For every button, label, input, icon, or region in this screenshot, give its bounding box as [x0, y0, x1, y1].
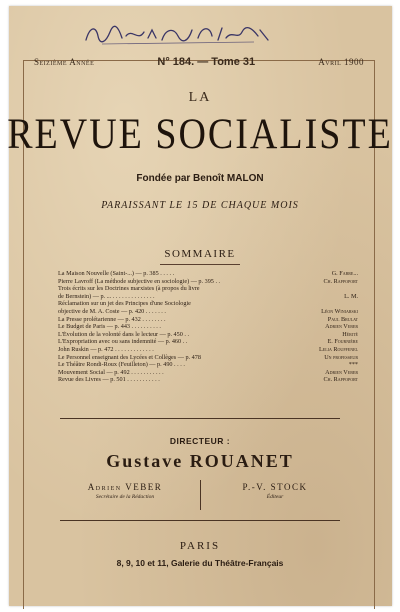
- contents-rule: [160, 264, 240, 265]
- editor-name: P.-V. STOCK: [242, 482, 308, 492]
- toc-row: [58, 316, 358, 324]
- toc-author: ***: [348, 361, 358, 369]
- issue-line: [34, 56, 364, 68]
- toc-author: Adrien Veber: [325, 368, 358, 376]
- issue-number: N° 184. — Tome 31: [157, 56, 256, 68]
- toc-title: La Presse prolétarienne — p. 432 . . . . . . . .: [58, 315, 166, 323]
- secretary-name: Adrien VEBER: [87, 482, 163, 492]
- editors-divider: [200, 480, 201, 510]
- toc-row: [58, 278, 358, 286]
- volume-year: Seizième Année: [34, 57, 95, 67]
- frequency-line: PARAISSANT LE 15 DE CHAQUE MOIS: [101, 200, 299, 211]
- editors-block: [60, 482, 340, 510]
- masthead-title: REVUE SOCIALISTE: [7, 109, 393, 159]
- toc-title: objective de M. A. Coste — p. 420 . . . . . . .: [58, 307, 166, 315]
- toc-title: de Bernstein) — p. ... . . . . . . . . . . . . . .: [58, 292, 155, 300]
- contents-heading: SOMMAIRE: [164, 248, 236, 260]
- section-rule: [60, 418, 340, 419]
- toc-row: [58, 376, 358, 384]
- toc-title: Trois écrits sur les Doctrines marxistes (à propos du livre: [58, 285, 200, 293]
- toc-row: [58, 300, 358, 308]
- toc-author: E. Fournière: [327, 338, 358, 346]
- secretary: [60, 482, 190, 500]
- toc-author: Adrien Veber: [325, 323, 358, 331]
- toc-row: [58, 346, 358, 354]
- founder-line: Fondée par Benoît MALON: [136, 173, 264, 184]
- handwritten-annotation: [82, 22, 272, 48]
- toc-title: Le Théâtre Rondi-Roux (Feuilleton) — p. 490 . . . .: [58, 361, 185, 369]
- toc-row: [58, 308, 358, 316]
- toc-title: Mouvement Social — p. 492 . . . . . . . . . . .: [58, 368, 164, 376]
- secretary-role: Secrétaire de la Rédaction: [95, 494, 155, 500]
- toc-row: [58, 285, 358, 293]
- toc-author: L. M.: [344, 292, 358, 300]
- publisher-city: PARIS: [179, 540, 221, 552]
- toc-title: Réclamation sur un jet des Principes d'une Sociologie: [58, 300, 191, 308]
- toc-row: [58, 361, 358, 369]
- toc-author: Hérité: [342, 330, 358, 338]
- toc-row: [58, 331, 358, 339]
- publisher-editor: [210, 482, 340, 500]
- publisher-address: 8, 9, 10 et 11, Galerie du Théâtre-Français: [116, 558, 284, 568]
- editor-role: Éditeur: [266, 494, 284, 500]
- table-of-contents: [58, 270, 358, 384]
- toc-author: Un professeur: [324, 353, 358, 361]
- toc-title: L'Expropriation avec ou sans indemnité — p. 460 . .: [58, 338, 188, 346]
- director-label: DIRECTEUR :: [169, 436, 231, 446]
- toc-row: [58, 270, 358, 278]
- section-rule: [60, 520, 340, 521]
- toc-row: [58, 369, 358, 377]
- toc-author: Léon Winiarski: [321, 307, 358, 315]
- issue-month: Avril 1900: [318, 57, 364, 67]
- toc-title: Pierre Lavroff (La méthode subjective en sociologie) — p. 395 . .: [58, 277, 221, 285]
- toc-row: [58, 354, 358, 362]
- toc-title: La Maison Nouvelle (Saint-...) — p. 385 . . . . .: [58, 270, 175, 277]
- director-name: Gustave ROUANET: [106, 451, 294, 471]
- toc-row: [58, 338, 358, 346]
- toc-row: [58, 293, 358, 301]
- toc-author: G. Fabre...: [331, 270, 358, 277]
- toc-title: John Ruskin — p. 472 . . . . . . . . . . . . .: [58, 345, 154, 353]
- toc-author: Ch. Rappoport: [323, 277, 358, 285]
- toc-author: Ch. Rappoport: [323, 376, 358, 384]
- toc-title: Revue des Livres — p. 501 . . . . . . . . . . .: [58, 376, 160, 384]
- toc-title: L'Évolution de la volonté dans le lecteur — p. 450 . .: [58, 330, 190, 338]
- toc-author: Paul Brulat: [327, 315, 358, 323]
- toc-title: Le Personnel enseignant des Lycées et Collèges — p. 478: [58, 353, 201, 361]
- masthead-article: LA: [188, 90, 212, 105]
- toc-title: Le Budget de Paris — p. 443 . . . . . . . . . .: [58, 323, 161, 331]
- toc-row: [58, 323, 358, 331]
- toc-author: Lelia Rouffenel: [318, 345, 358, 353]
